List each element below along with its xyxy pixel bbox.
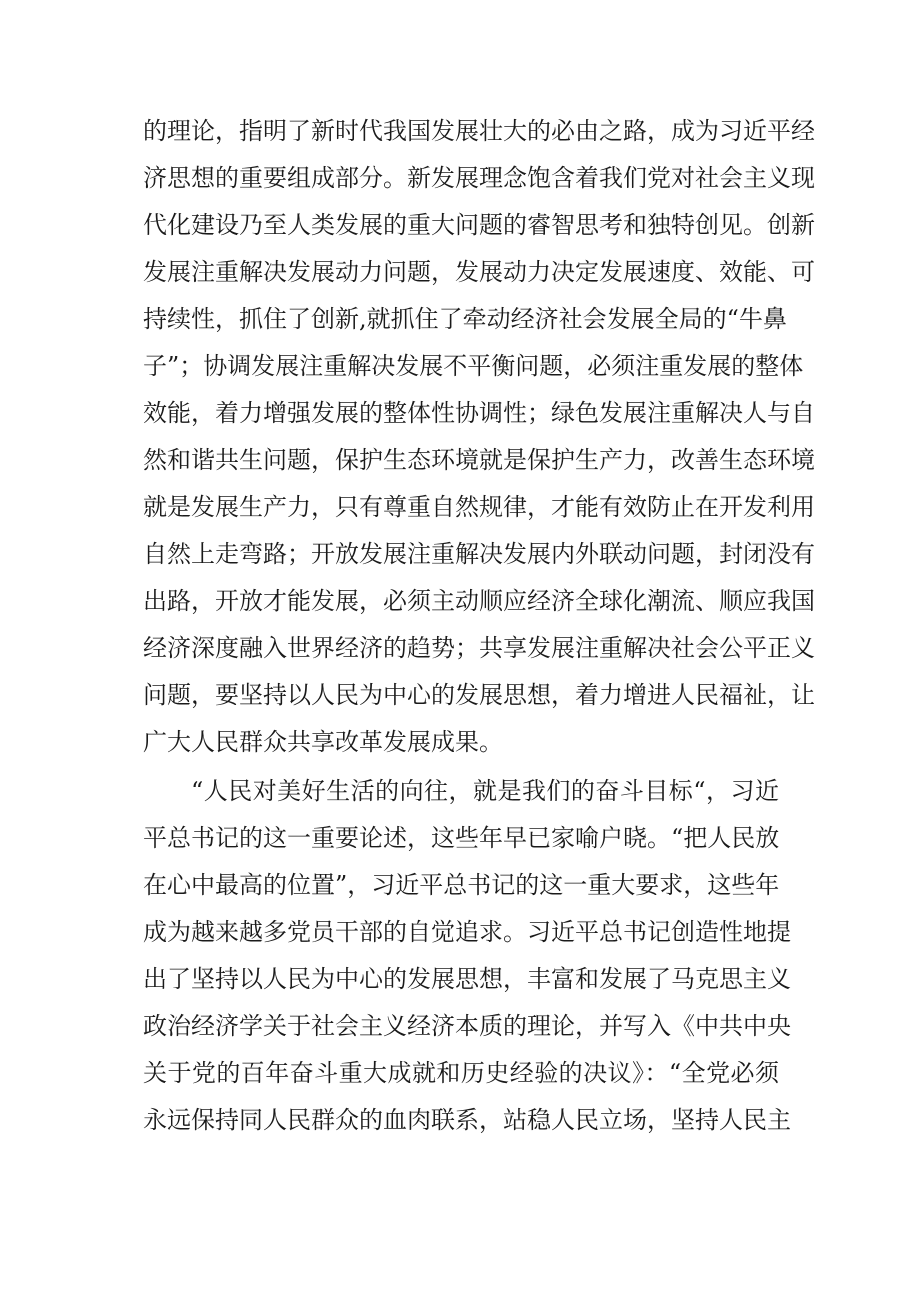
text-line: 问题，要坚持以人民为中心的发展思想，着力增进人民福祉，让 (143, 681, 815, 709)
text-line: 成为越来越多党员干部的自觉追求。习近平总书记创造性地提 (143, 918, 791, 946)
paragraph-people-centered (143, 768, 791, 1144)
text-line: 持续性，抓住了创新,就抓住了牵动经济社会发展全局的“牛鼻 (143, 305, 787, 333)
text-line: 在心中最高的位置”，习近平总书记的这一重大要求，这些年 (143, 871, 780, 899)
text-line: 代化建设乃至人类发展的重大问题的睿智思考和独特创见。创新 (143, 211, 815, 239)
text-line: 关于党的百年奋斗重大成就和历史经验的决议》：“全党必须 (143, 1059, 779, 1087)
text-line: 广大人民群众共享改革发展成果。 (143, 728, 503, 756)
text-line: 就是发展生产力，只有尊重自然规律，才能有效防止在开发利用 (143, 493, 815, 521)
text-line: 自然上走弯路；开放发展注重解决发展内外联动问题，封闭没有 (143, 540, 815, 568)
text-line: 的理论，指明了新时代我国发展壮大的必由之路，成为习近平经 (143, 117, 815, 145)
text-line: 效能，着力增强发展的整体性协调性；绿色发展注重解决人与自 (143, 399, 815, 427)
text-line: 出路，开放才能发展，必须主动顺应经济全球化潮流、顺应我国 (143, 587, 815, 615)
text-line: 子”；协调发展注重解决发展不平衡问题，必须注重发展的整体 (143, 352, 804, 380)
text-line: 济思想的重要组成部分。新发展理念饱含着我们党对社会主义现 (143, 164, 815, 192)
text-line: 出了坚持以人民为中心的发展思想，丰富和发展了马克思主义 (143, 965, 791, 993)
text-line: 平总书记的这一重要论述，这些年早已家喻户晓。“把人民放 (143, 824, 780, 852)
text-line: “人民对美好生活的向往，就是我们的奋斗目标“，习近 (191, 777, 779, 805)
text-line: 发展注重解决发展动力问题，发展动力决定发展速度、效能、可 (143, 258, 815, 286)
text-line: 经济深度融入世界经济的趋势；共享发展注重解决社会公平正义 (143, 634, 815, 662)
text-line: 永远保持同人民群众的血肉联系，站稳人民立场，坚持人民主 (143, 1106, 791, 1134)
paragraph-new-development-concept (143, 108, 815, 766)
text-line: 然和谐共生问题，保护生态环境就是保护生产力，改善生态环境 (143, 446, 815, 474)
text-line: 政治经济学关于社会主义经济本质的理论，并写入《中共中央 (143, 1012, 791, 1040)
